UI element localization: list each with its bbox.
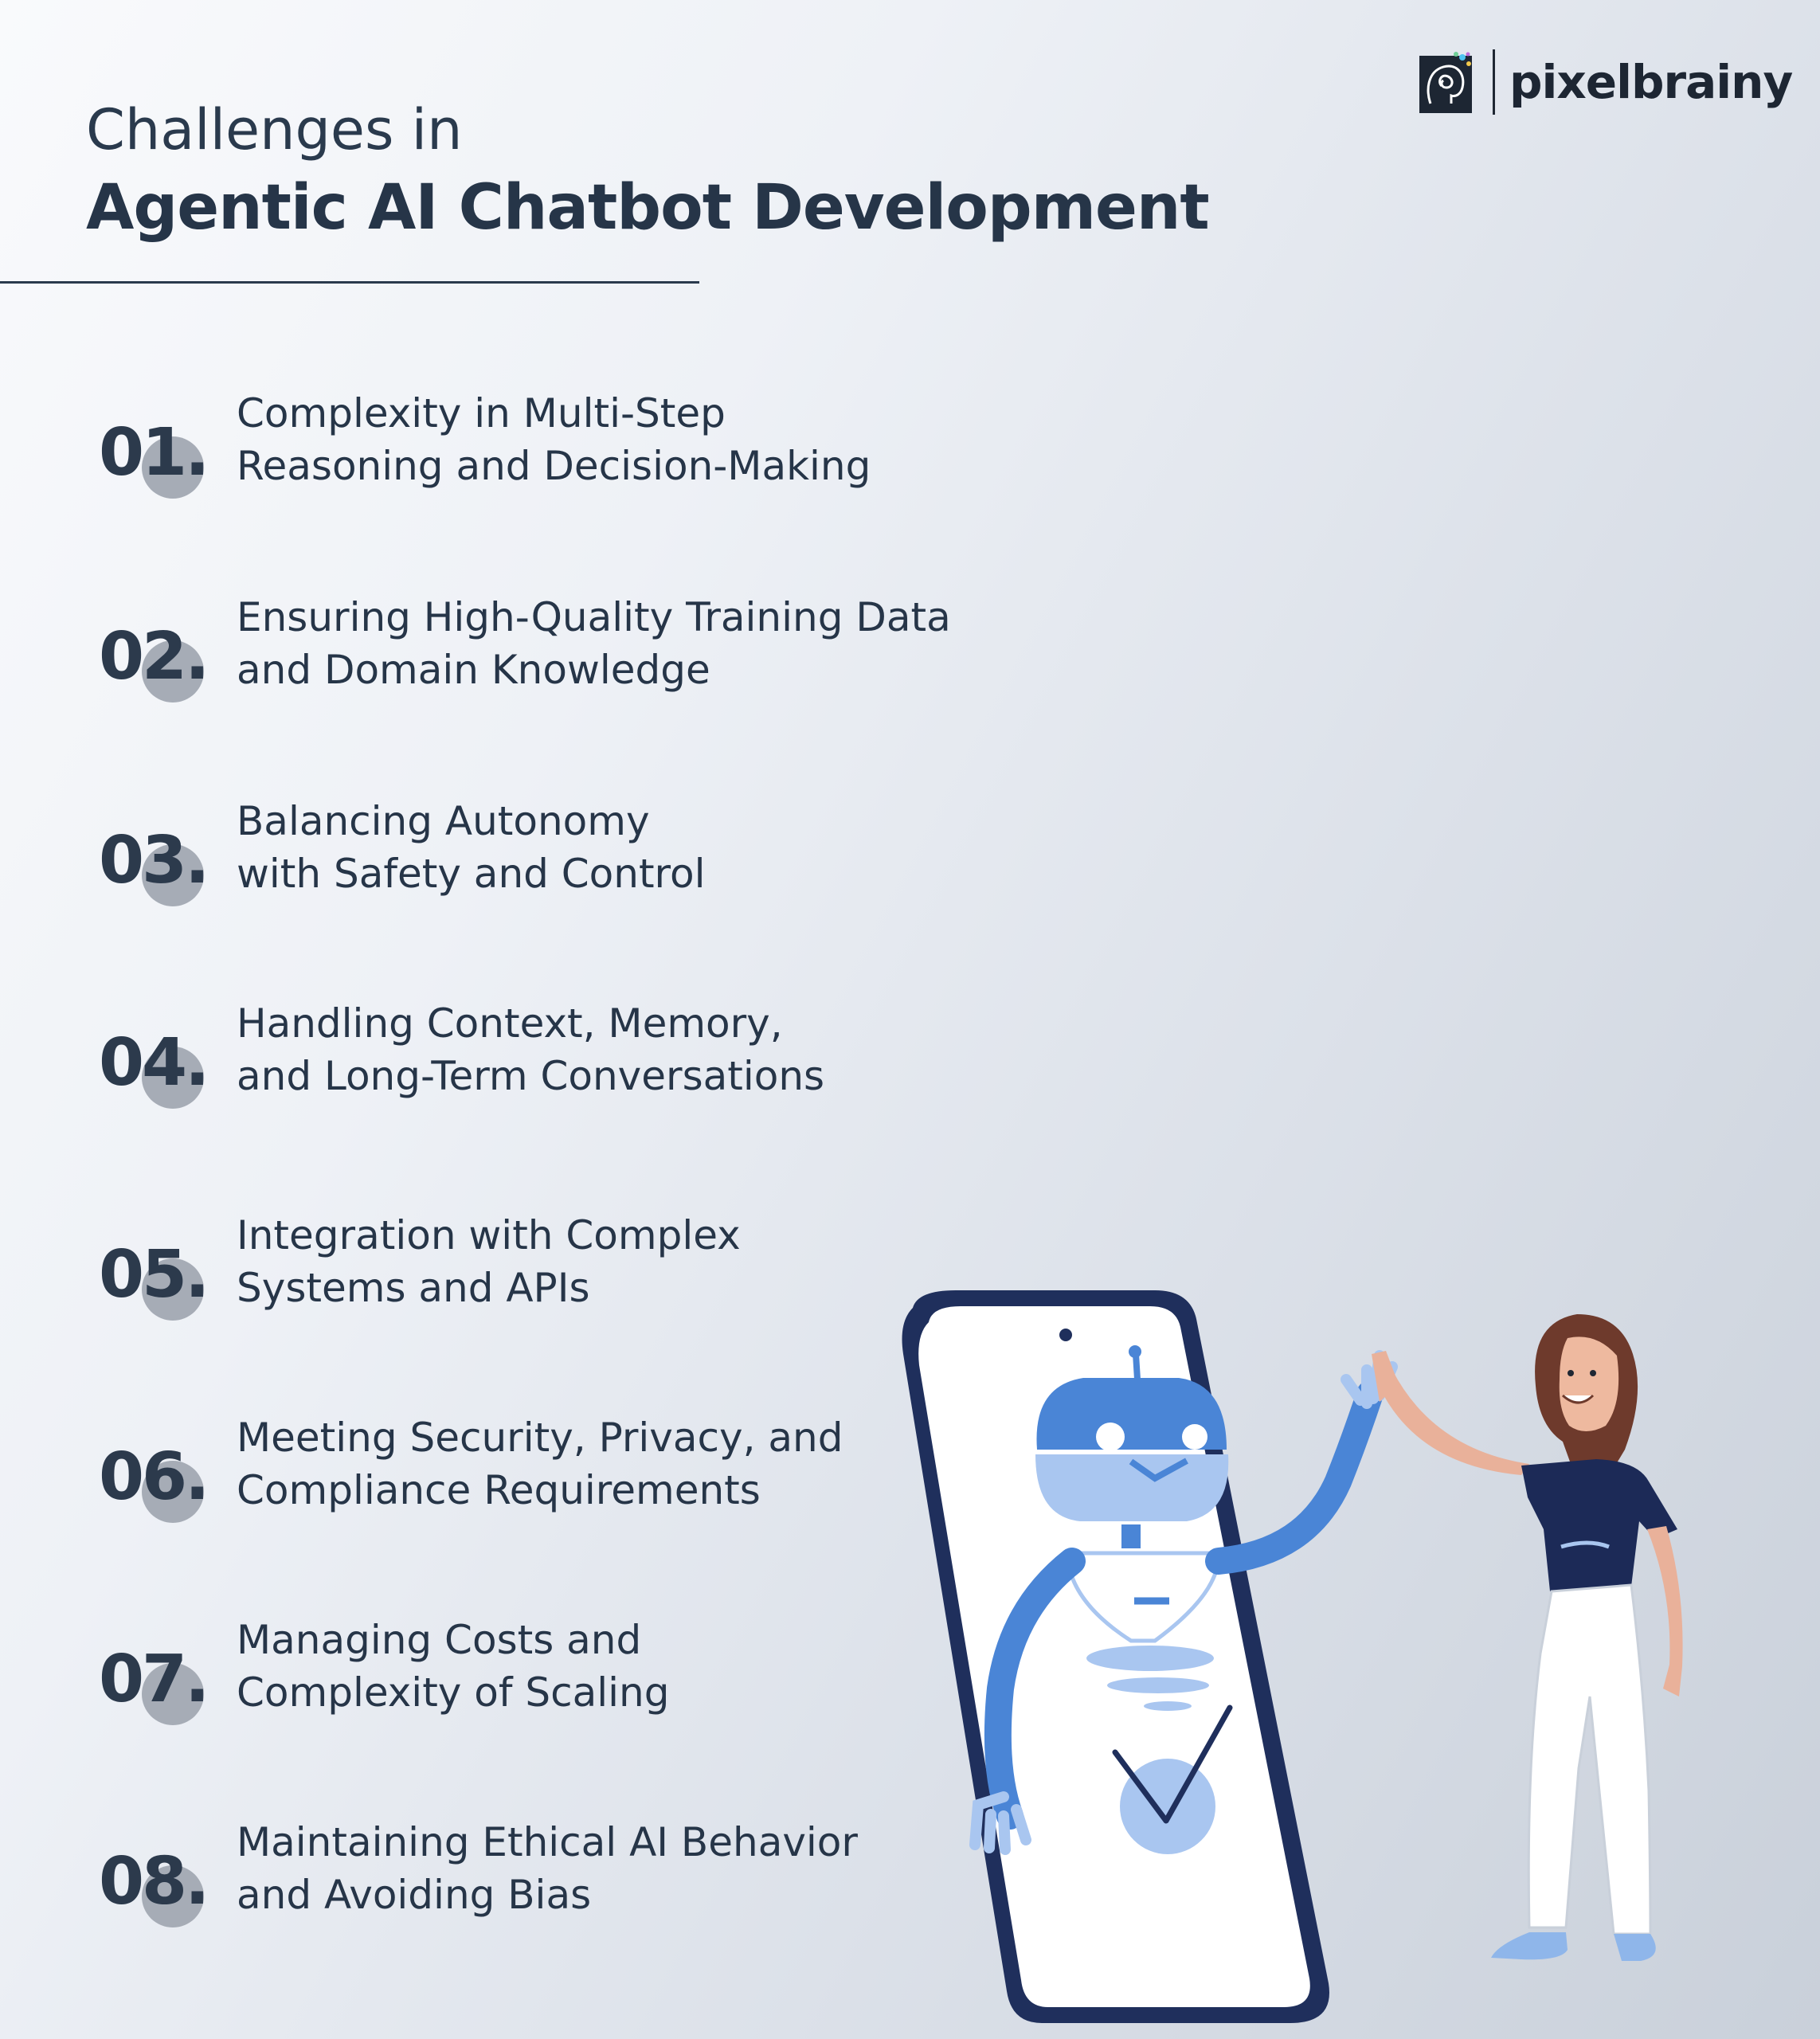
item-line-1: Balancing Autonomy: [237, 798, 650, 844]
item-number: 04.: [99, 1025, 208, 1101]
item-line-2: Compliance Requirements: [237, 1467, 761, 1513]
title-line-1: Challenges in: [86, 97, 463, 162]
item-number-badge: [99, 997, 226, 1109]
item-line-2: and Long-Term Conversations: [237, 1053, 825, 1099]
item-line-2: Systems and APIs: [237, 1265, 590, 1311]
item-number-badge: [99, 1816, 226, 1927]
item-number-badge: [99, 795, 226, 906]
item-line-1: Ensuring High-Quality Training Data: [237, 594, 951, 640]
item-text: [237, 795, 1113, 900]
item-number: 03.: [99, 823, 208, 898]
item-line-1: Managing Costs and: [237, 1617, 642, 1663]
item-number-badge: [99, 1411, 226, 1523]
item-number-badge: [99, 1614, 226, 1725]
item-line-2: Complexity of Scaling: [237, 1669, 670, 1716]
item-line-2: with Safety and Control: [237, 851, 706, 897]
item-number: 07.: [99, 1642, 208, 1717]
item-number-badge: [99, 591, 226, 702]
title-line-2: Agentic AI Chatbot Development: [86, 172, 1209, 244]
logo-divider: [1493, 49, 1495, 115]
item-text: [237, 387, 1113, 492]
brain-swirl-icon: [1419, 51, 1472, 113]
brand-name: pixelbrainy: [1509, 55, 1793, 109]
item-text: [237, 591, 1113, 696]
item-number: 02.: [99, 619, 208, 695]
item-line-1: Handling Context, Memory,: [237, 1000, 783, 1047]
item-number: 01.: [99, 415, 208, 491]
item-line-2: and Avoiding Bias: [237, 1872, 592, 1918]
item-number: 06.: [99, 1439, 208, 1515]
item-number-badge: [99, 1209, 226, 1321]
item-number: 08.: [99, 1844, 208, 1920]
page-heading: [86, 94, 1209, 250]
item-text: [237, 997, 1113, 1102]
item-line-2: and Domain Knowledge: [237, 647, 710, 693]
heading-underline: [0, 281, 699, 284]
item-line-1: Integration with Complex: [237, 1212, 741, 1258]
item-line-1: Complexity in Multi-Step: [237, 390, 726, 436]
item-line-1: Meeting Security, Privacy, and: [237, 1415, 843, 1461]
woman-icon: [1372, 1314, 1683, 1961]
item-number: 05.: [99, 1237, 208, 1313]
item-number-badge: [99, 387, 226, 499]
brand-logo: [1419, 49, 1792, 115]
item-line-1: Maintaining Ethical AI Behavior: [237, 1819, 858, 1865]
item-line-2: Reasoning and Decision-Making: [237, 443, 871, 489]
chatbot-illustration: [892, 1290, 1752, 2039]
